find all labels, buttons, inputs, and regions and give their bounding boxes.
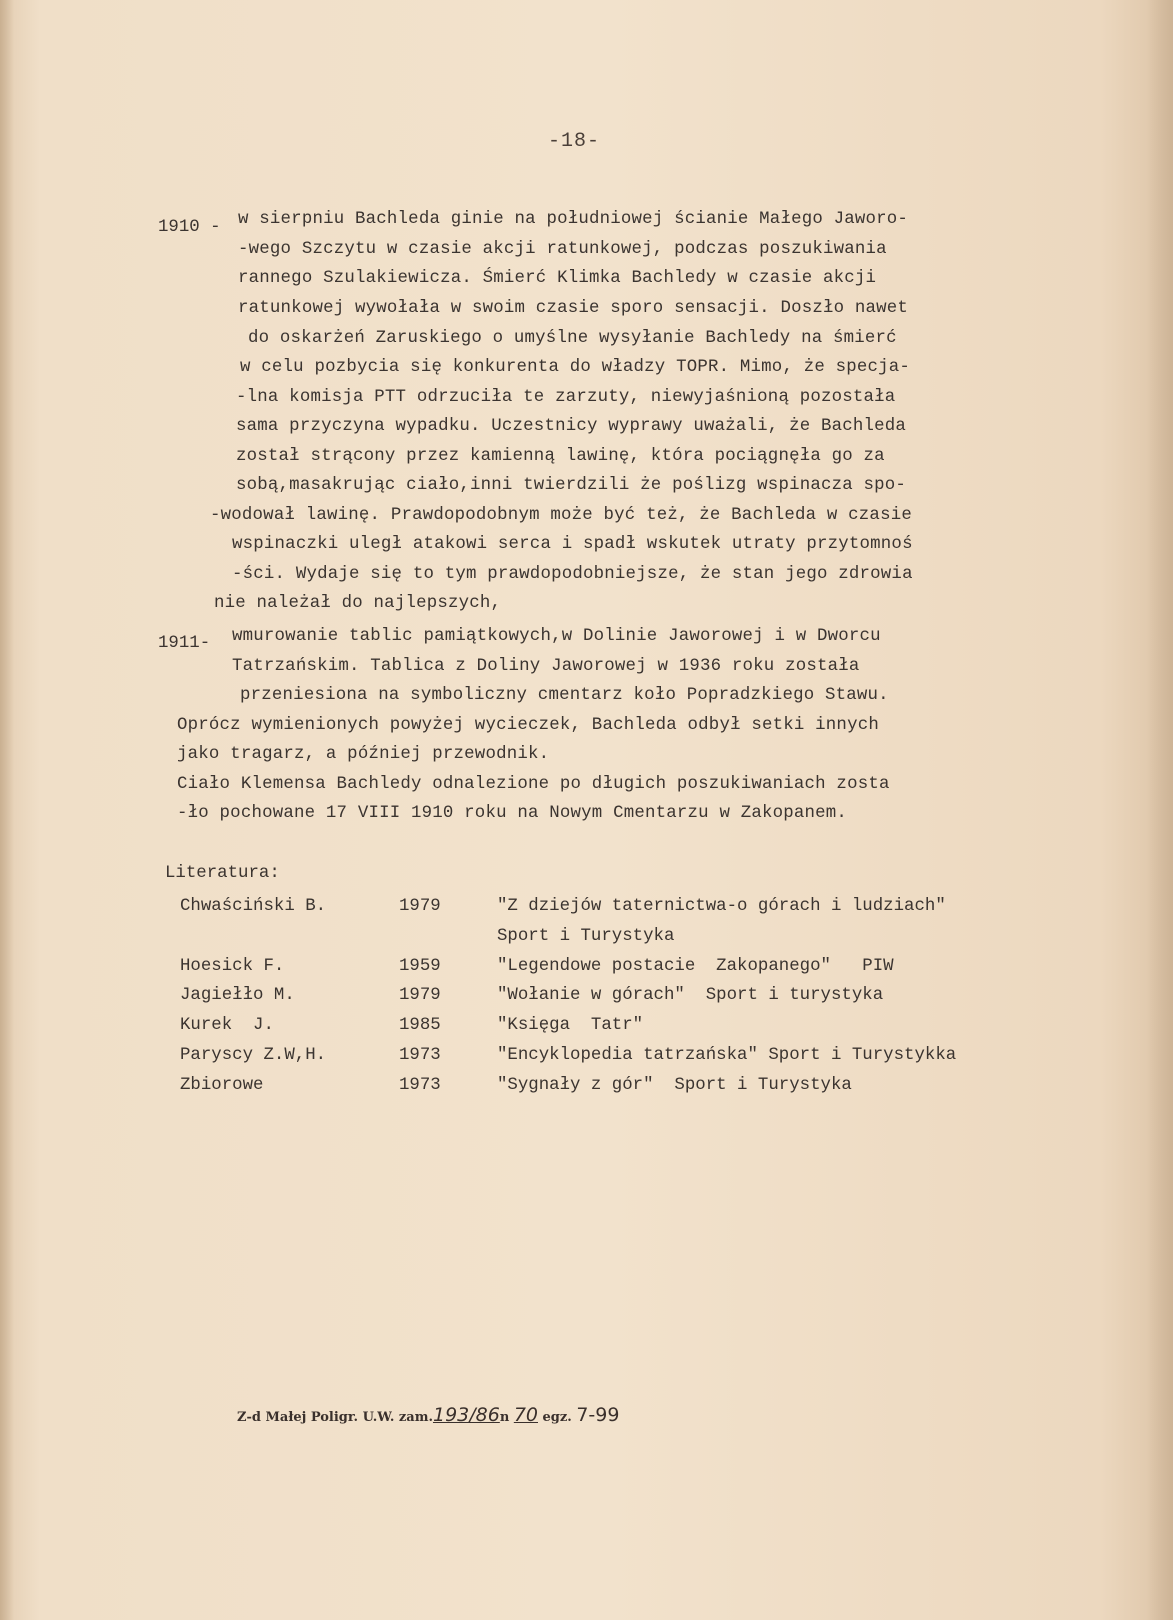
literature-author: Chwaściński B.	[180, 897, 327, 916]
literature-year: 1973	[399, 1046, 441, 1065]
imprint-printed-text: Z-d Małej Poligr. U.W. zam.	[237, 1410, 433, 1425]
entry-line: w sierpniu Bachleda ginie na południowej ścianie Małego Jaworo-	[238, 210, 909, 229]
literature-year: 1985	[399, 1016, 441, 1035]
entry-line: wmurowanie tablic pamiątkowych,w Dolinie Jaworowej i w Dworcu	[232, 627, 881, 646]
literature-year: 1959	[399, 957, 441, 976]
literature-publisher: Sport i Turystyka	[497, 927, 675, 946]
literature-year: 1979	[399, 897, 441, 916]
imprint-order-number: 193/86	[432, 1404, 500, 1426]
paragraph-line: jako tragarz, a później przewodnik.	[177, 745, 550, 764]
imprint-pages: 7-99	[576, 1404, 620, 1426]
entry-line: -lna komisja PTT odrzuciła te zarzuty, niewyjaśnioną pozostała	[236, 388, 896, 407]
entry-line: sama przyczyna wypadku. Uczestnicy wyprawy uważali, że Bachleda	[236, 417, 907, 436]
entry-line: Tatrzańskim. Tablica z Doliny Jaworowej w 1936 roku została	[232, 657, 860, 676]
page-edge-left	[0, 0, 14, 1620]
printer-imprint	[237, 1404, 619, 1426]
literature-author: Paryscy Z.W,H.	[180, 1046, 327, 1065]
literature-year: 1973	[399, 1076, 441, 1095]
literature-row	[0, 1046, 1173, 1076]
entry-line: sobą,masakrując ciało,inni twierdzili że poślizg wspinacza spo-	[236, 476, 907, 495]
literature-author: Zbiorowe	[180, 1076, 264, 1095]
entry-line: wspinaczki uległ atakowi serca i spadł wskutek utraty przytomnoś	[232, 535, 913, 554]
literature-row	[0, 897, 1173, 927]
entry-line: -ści. Wydaje się to tym prawdopodobniejsze, że stan jego zdrowia	[232, 565, 913, 584]
literature-row	[0, 1016, 1173, 1046]
page-number: -18-	[548, 130, 601, 153]
paragraph-line: Oprócz wymienionych powyżej wycieczek, Bachleda odbył setki innych	[177, 716, 879, 735]
entry-line: rannego Szulakiewicza. Śmierć Klimka Bachledy w czasie akcji	[238, 269, 877, 288]
literature-title: "Sygnały z gór" Sport i Turystyka	[497, 1076, 852, 1095]
literature-row	[0, 1076, 1173, 1106]
literature-author: Jagiełło M.	[180, 986, 295, 1005]
literature-heading: Literatura:	[165, 864, 280, 883]
entry-line: został strącony przez kamienną lawinę, która pociągnęła go za	[236, 447, 885, 466]
entry-line: do oskarżeń Zaruskiego o umyślne wysyłanie Bachledy na śmierć	[248, 329, 897, 348]
paragraph-line: -ło pochowane 17 VIII 1910 roku na Nowym Cmentarzu w Zakopanem.	[177, 804, 848, 823]
literature-title: "Wołanie w górach" Sport i turystyka	[497, 986, 884, 1005]
imprint-egz-label: egz.	[542, 1410, 572, 1425]
entry-line: przeniesiona na symboliczny cmentarz koło Popradzkiego Stawu.	[240, 686, 889, 705]
literature-row	[0, 986, 1173, 1016]
literature-title: "Księga Tatr"	[497, 1016, 644, 1035]
entry-line: -wodował lawinę. Prawdopodobnym może być też, że Bachleda w czasie	[210, 506, 912, 525]
literature-author: Hoesick F.	[180, 957, 285, 976]
entry-year-1910: 1910 -	[158, 218, 221, 237]
entry-year-1911: 1911-	[158, 634, 211, 653]
entry-line: ratunkowej wywołała w swoim czasie sporo sensacji. Doszło nawet	[238, 299, 909, 318]
literature-title: "Legendowe postacie Zakopanego" PIW	[497, 957, 894, 976]
literature-year: 1979	[399, 986, 441, 1005]
literature-title: "Z dziejów taternictwa-o górach i ludziach"	[497, 897, 946, 916]
page-edge-right	[1147, 0, 1173, 1620]
entry-line: w celu pozbycia się konkurenta do władzy TOPR. Mimo, że specja-	[240, 358, 911, 377]
imprint-copies: 70	[513, 1404, 538, 1426]
entry-line: -wego Szczytu w czasie akcji ratunkowej, podczas poszukiwania	[238, 240, 887, 259]
literature-author: Kurek J.	[180, 1016, 274, 1035]
paragraph-line: Ciało Klemensa Bachledy odnalezione po długich poszukiwaniach zosta	[177, 775, 890, 794]
literature-row-continuation	[0, 927, 1173, 957]
literature-title: "Encyklopedia tatrzańska" Sport i Turystykka	[497, 1046, 957, 1065]
imprint-n-label: n	[499, 1410, 510, 1425]
entry-line: nie należał do najlepszych,	[214, 594, 502, 613]
literature-row	[0, 957, 1173, 987]
